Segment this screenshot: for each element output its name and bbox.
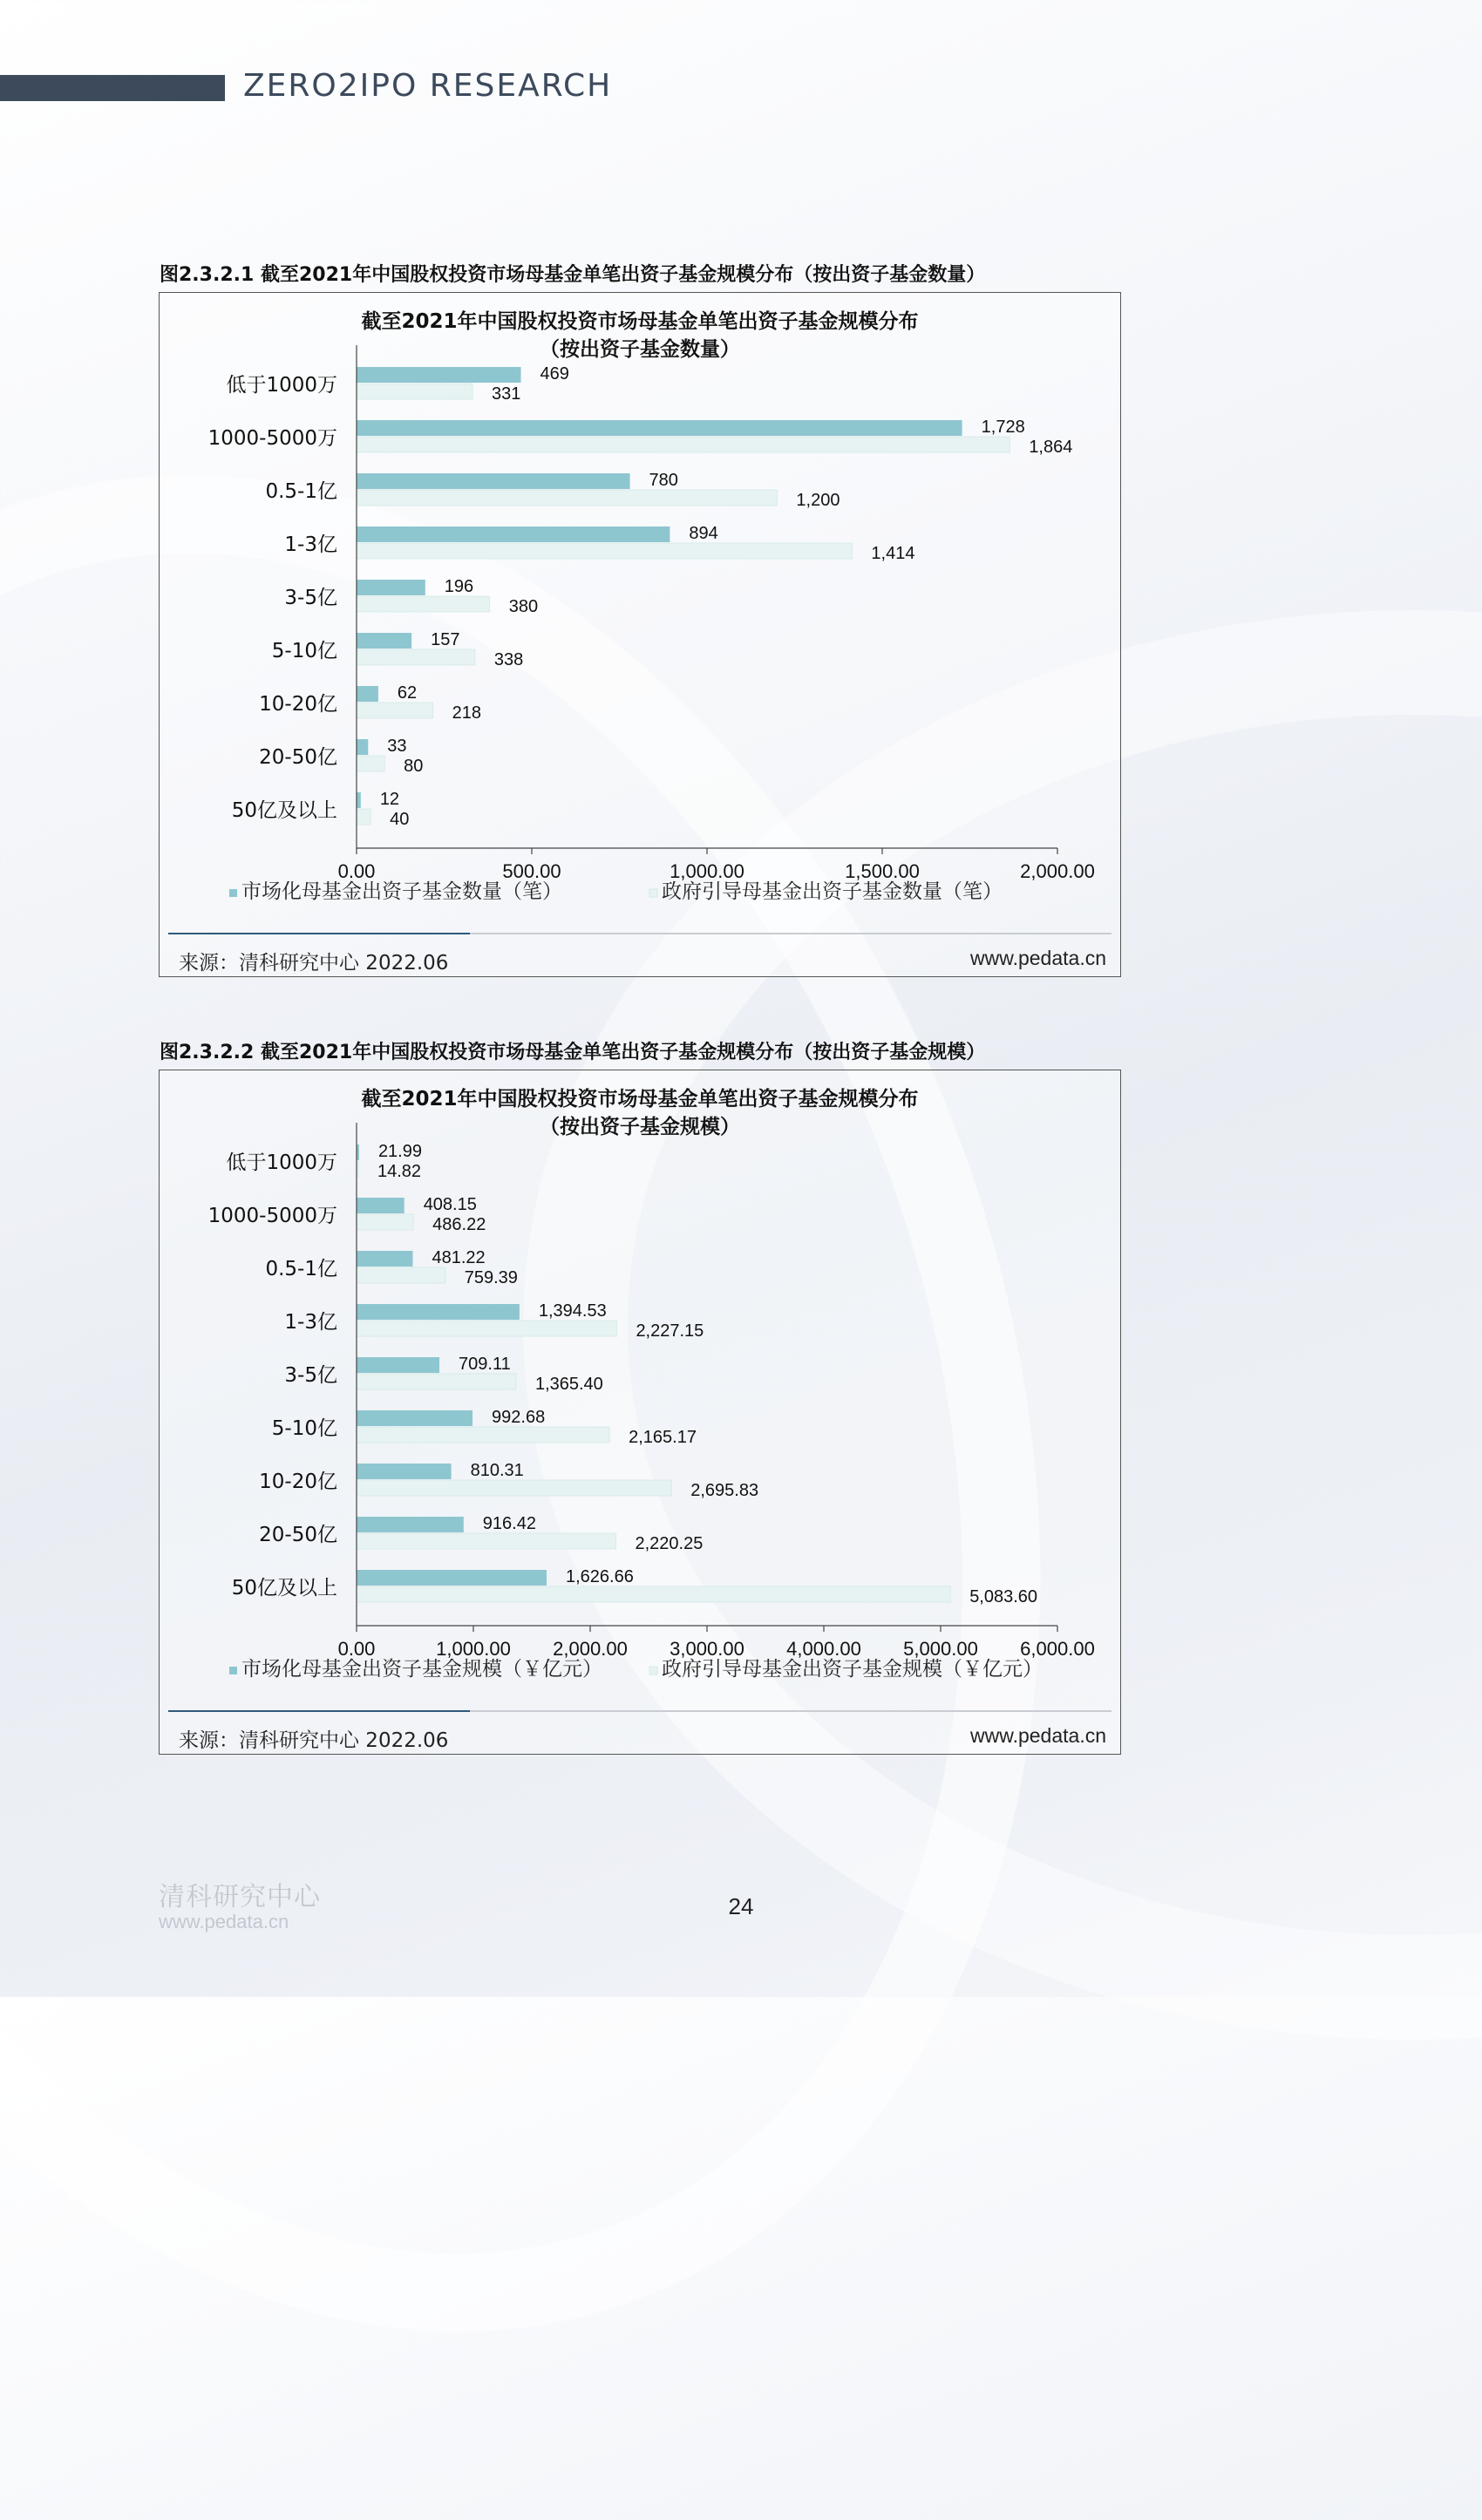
data-label: 780 bbox=[649, 471, 678, 490]
figure-caption: 图2.3.2.2 截至2021年中国股权投资市场母基金单笔出资子基金规模分布（按出资子基金规模） bbox=[160, 1042, 986, 1063]
chart-title: 截至2021年中国股权投资市场母基金单笔出资子基金规模分布 bbox=[361, 310, 919, 333]
legend-label: 市场化母基金出资子基金数量（笔） bbox=[241, 880, 562, 903]
bar bbox=[357, 1374, 516, 1389]
footer-logo-en: www.pedata.cn bbox=[159, 1911, 289, 1932]
x-tick-label: 4,000.00 bbox=[786, 1638, 861, 1660]
data-label: 1,414 bbox=[871, 544, 915, 563]
data-label: 21.99 bbox=[377, 1142, 423, 1161]
data-label: 2,227.15 bbox=[636, 1321, 704, 1341]
bar bbox=[357, 1214, 413, 1230]
x-tick-label: 5,000.00 bbox=[903, 1638, 978, 1660]
data-label: 12 bbox=[379, 790, 400, 809]
bar bbox=[357, 490, 777, 506]
source-divider bbox=[168, 933, 1112, 934]
category-label: 1000-5000万 bbox=[207, 427, 337, 450]
bar bbox=[357, 1480, 671, 1496]
bar bbox=[357, 1570, 547, 1586]
data-label: 408.15 bbox=[423, 1195, 477, 1214]
data-label: 894 bbox=[689, 524, 718, 543]
x-tick-label: 0.00 bbox=[337, 860, 376, 882]
category-label: 50亿及以上 bbox=[231, 1577, 337, 1600]
data-label: 1,728 bbox=[981, 418, 1025, 437]
data-label: 1,365.40 bbox=[534, 1375, 603, 1394]
bar bbox=[357, 1304, 520, 1320]
data-label: 810.31 bbox=[470, 1461, 524, 1480]
bar bbox=[357, 1267, 445, 1283]
source-divider bbox=[168, 1710, 1112, 1712]
x-tick-label: 500.00 bbox=[502, 860, 561, 882]
chart-title: （按出资子基金数量） bbox=[540, 338, 740, 361]
data-label: 481.22 bbox=[432, 1248, 486, 1267]
data-label: 2,695.83 bbox=[690, 1481, 759, 1500]
bar-chart bbox=[160, 1070, 1120, 1754]
header-accent-bar bbox=[0, 75, 225, 101]
data-label: 80 bbox=[404, 757, 424, 776]
data-label: 62 bbox=[397, 683, 418, 703]
category-label: 3-5亿 bbox=[284, 587, 337, 609]
legend-label: 政府引导母基金出资子基金数量（笔） bbox=[662, 880, 1003, 903]
bar bbox=[357, 384, 472, 399]
bar bbox=[357, 596, 490, 612]
category-label: 10-20亿 bbox=[259, 1471, 337, 1493]
data-label: 1,200 bbox=[796, 491, 840, 510]
category-label: 1000-5000万 bbox=[207, 1205, 337, 1227]
bar bbox=[357, 1357, 439, 1373]
legend-swatch bbox=[229, 889, 237, 897]
x-tick-label: 1,500.00 bbox=[845, 860, 920, 882]
data-label: 33 bbox=[387, 737, 407, 756]
chart-source-site: www.pedata.cn bbox=[970, 947, 1106, 969]
bar bbox=[357, 473, 630, 489]
x-tick-label: 3,000.00 bbox=[670, 1638, 744, 1660]
footer-logo-cn: 清科研究中心 bbox=[159, 1883, 321, 1912]
bar bbox=[357, 809, 370, 825]
bar bbox=[357, 739, 368, 755]
data-label: 2,165.17 bbox=[629, 1428, 697, 1447]
data-label: 1,394.53 bbox=[538, 1301, 607, 1321]
chart-container bbox=[159, 1070, 1121, 1755]
chart-source: 来源：清科研究中心 2022.06 bbox=[179, 952, 449, 975]
chart-title: （按出资子基金规模） bbox=[540, 1116, 740, 1138]
data-label: 469 bbox=[540, 364, 569, 384]
legend-label: 政府引导母基金出资子基金规模（￥亿元） bbox=[662, 1658, 1043, 1681]
data-label: 1,626.66 bbox=[565, 1567, 634, 1586]
data-label: 338 bbox=[493, 650, 524, 669]
chart-source: 来源：清科研究中心 2022.06 bbox=[179, 1729, 449, 1752]
category-label: 0.5-1亿 bbox=[265, 480, 337, 503]
legend-swatch bbox=[229, 1667, 237, 1674]
x-tick-label: 0.00 bbox=[337, 1638, 376, 1660]
data-label: 218 bbox=[452, 703, 482, 723]
data-label: 759.39 bbox=[464, 1268, 518, 1287]
bar bbox=[357, 1251, 412, 1267]
bar bbox=[357, 703, 433, 718]
category-label: 0.5-1亿 bbox=[265, 1258, 337, 1280]
data-label: 196 bbox=[444, 577, 474, 596]
bar bbox=[357, 1533, 616, 1549]
category-label: 3-5亿 bbox=[284, 1364, 337, 1387]
legend-swatch bbox=[649, 1667, 657, 1674]
bar-chart bbox=[160, 293, 1120, 976]
bar bbox=[357, 526, 670, 542]
bar bbox=[357, 580, 425, 595]
page-number: 24 bbox=[728, 1893, 754, 1919]
bar bbox=[357, 1410, 472, 1426]
legend-label: 市场化母基金出资子基金规模（￥亿元） bbox=[241, 1658, 602, 1681]
bar bbox=[357, 1586, 950, 1602]
bar bbox=[357, 543, 852, 559]
category-label: 低于1000万 bbox=[226, 374, 337, 397]
bar bbox=[357, 649, 475, 665]
category-label: 10-20亿 bbox=[259, 693, 337, 716]
bar bbox=[357, 367, 521, 383]
data-label: 992.68 bbox=[492, 1408, 546, 1427]
bar bbox=[357, 756, 384, 771]
figure-caption: 图2.3.2.1 截至2021年中国股权投资市场母基金单笔出资子基金规模分布（按出资子基金数量） bbox=[160, 264, 986, 286]
chart-title: 截至2021年中国股权投资市场母基金单笔出资子基金规模分布 bbox=[361, 1088, 919, 1111]
bar bbox=[357, 1198, 404, 1213]
category-label: 20-50亿 bbox=[259, 1524, 337, 1546]
x-tick-label: 2,000.00 bbox=[1020, 860, 1095, 882]
data-label: 40 bbox=[390, 810, 410, 829]
data-label: 709.11 bbox=[459, 1355, 511, 1374]
bar bbox=[357, 437, 1010, 452]
category-label: 20-50亿 bbox=[259, 746, 337, 769]
data-label: 14.82 bbox=[377, 1162, 422, 1181]
legend-swatch bbox=[649, 889, 657, 897]
bar bbox=[357, 686, 378, 702]
chart-container bbox=[159, 292, 1121, 977]
bar bbox=[357, 633, 411, 649]
x-tick-label: 1,000.00 bbox=[436, 1638, 511, 1660]
header-divider bbox=[225, 75, 228, 101]
chart-source-site: www.pedata.cn bbox=[970, 1724, 1106, 1747]
category-label: 低于1000万 bbox=[226, 1151, 337, 1174]
bar bbox=[357, 1464, 452, 1479]
data-label: 2,220.25 bbox=[635, 1534, 704, 1553]
bar bbox=[357, 792, 361, 808]
category-label: 1-3亿 bbox=[284, 1311, 337, 1334]
data-label: 331 bbox=[492, 384, 521, 404]
x-tick-label: 6,000.00 bbox=[1020, 1638, 1095, 1660]
category-label: 1-3亿 bbox=[284, 533, 337, 556]
category-label: 50亿及以上 bbox=[231, 799, 337, 822]
header-brand: ZERO2IPO RESEARCH bbox=[243, 68, 613, 104]
x-tick-label: 2,000.00 bbox=[553, 1638, 628, 1660]
bar bbox=[357, 1321, 616, 1336]
category-label: 5-10亿 bbox=[271, 640, 337, 662]
data-label: 5,083.60 bbox=[969, 1587, 1038, 1606]
data-label: 1,864 bbox=[1029, 438, 1073, 457]
data-label: 916.42 bbox=[482, 1514, 536, 1533]
data-label: 380 bbox=[508, 597, 539, 616]
category-label: 5-10亿 bbox=[271, 1417, 337, 1440]
bar bbox=[357, 420, 962, 436]
bar bbox=[357, 1427, 609, 1443]
bar bbox=[357, 1517, 464, 1532]
data-label: 486.22 bbox=[432, 1215, 486, 1234]
x-tick-label: 1,000.00 bbox=[670, 860, 744, 882]
data-label: 157 bbox=[431, 630, 460, 649]
